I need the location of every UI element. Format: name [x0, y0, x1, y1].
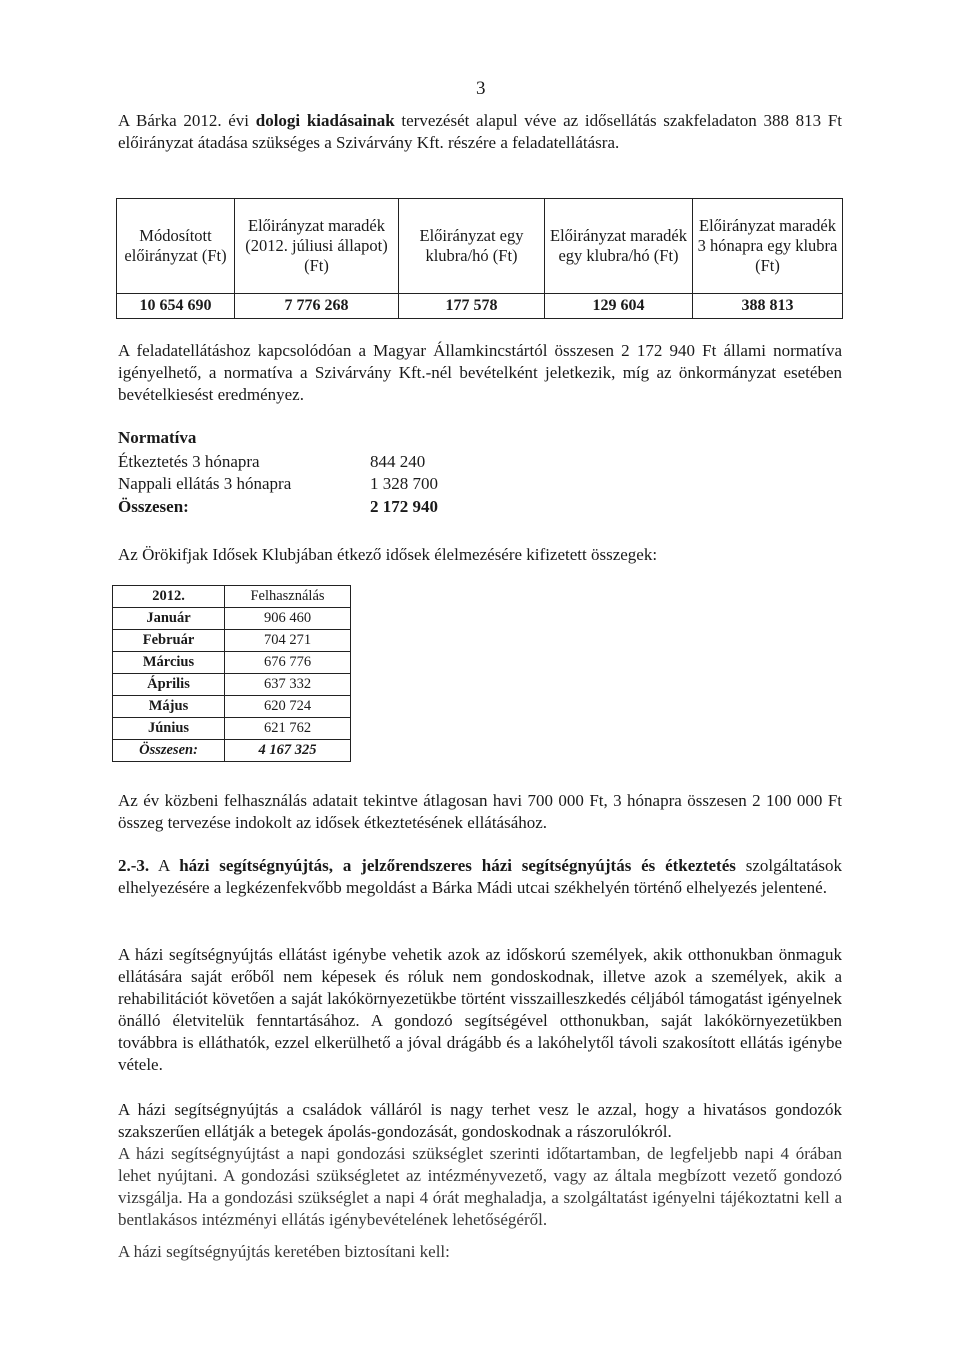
usage-row: [113, 608, 351, 630]
usage-header-label: Felhasználás: [225, 586, 351, 608]
page-number: 3: [476, 78, 486, 99]
usage-value: 704 271: [225, 630, 351, 652]
usage-month: Június: [113, 718, 225, 740]
section-text-2: szolgáltatások elhelyezésére a legkézenfekvőbb megoldást a Bárka Mádi utcai székhelyén történő elhelyezés jelentené.: [118, 856, 843, 897]
budget-table: [116, 198, 843, 319]
usage-header-row: [113, 586, 351, 608]
intro-text-1: A Bárka 2012. évi: [118, 111, 256, 130]
budget-value-row: [117, 294, 843, 319]
normativa-row: [118, 452, 425, 472]
home-care-paragraph-1: A házi segítségnyújtás ellátást igénybe vehetik azok az időskorú személyek, akik otthonukban önmaguk ellátására saját erőből nem képesek és róluk nem gondoskodnak, illetve azok a személyek, akik a rehabilitációt követően a saját lakókörnyezetükbe történt visszailleszkedés céljából támogatást igényelnek önálló életvitelük fenntartásához. A gondozó segítségével otthonukban, saját lakókörnyezetükben továbbra is elláthatók, ezzel elkerülhető a jóval drágább és a lakóhelytől távoli szakosított ellátás igénybe vétele.: [118, 945, 842, 1074]
budget-value: 129 604: [545, 294, 693, 319]
budget-header: Előirányzat maradék (2012. júliusi állapot) (Ft): [235, 199, 399, 294]
budget-value: 7 776 268: [235, 294, 399, 319]
normativa-label: Nappali ellátás 3 hónapra: [118, 474, 292, 493]
normativa-value: 844 240: [370, 452, 426, 471]
normativa-total-label: Összesen:: [118, 497, 189, 516]
normativa-label: Étkeztetés 3 hónapra: [118, 452, 260, 471]
usage-month: Május: [113, 696, 225, 718]
usage-month: Január: [113, 608, 225, 630]
usage-row: [113, 718, 351, 740]
usage-row: [113, 674, 351, 696]
intro-paragraph: [118, 110, 842, 154]
usage-summary-paragraph: Az év közbeni felhasználás adatait tekintve átlagosan havi 700 000 Ft, 3 hónapra összesen 2 100 000 Ft összeg tervezése indokolt az idősek étkeztetésének ellátásához.: [118, 791, 842, 832]
budget-header: Előirányzat egy klubra/hó (Ft): [399, 199, 545, 294]
home-care-paragraph-4: A házi segítségnyújtás keretében biztosítani kell:: [118, 1242, 450, 1261]
usage-header-year: 2012.: [113, 586, 225, 608]
budget-value: 177 578: [399, 294, 545, 319]
usage-value: 906 460: [225, 608, 351, 630]
usage-total-label: Összesen:: [113, 740, 225, 762]
usage-month: Február: [113, 630, 225, 652]
section-number: 2.-3.: [118, 856, 150, 875]
home-care-paragraph-2: A házi segítségnyújtás a családok válláról is nagy terhet vesz le azzal, hogy a hivatásos gondozók szakszerűen ellátják a betegek ápolás-gondozását, gondoskodnak a rászorulókról.: [118, 1100, 842, 1141]
intro-bold: dologi kiadásainak: [255, 111, 395, 130]
usage-value: 620 724: [225, 696, 351, 718]
intro-text-2: tervezését alapul véve az idősellátás szakfeladaton 388 813 Ft előirányzat átadása szükséges a Szivárvány Kft. részére a feladatellátásra.: [118, 111, 843, 152]
normativa-total-row: [118, 497, 438, 517]
home-care-paragraph-3: A házi segítségnyújtást a napi gondozási szükséglet szerinti időtartamban, de legfeljebb napi 4 órában lehet nyújtani. A gondozási szükségletet az intézményvezető, vagy az általa megbízott vezető gondozó vizsgálja. Ha a gondozási szükséglet a napi 4 órát meghaladja, a szolgáltatást igényelni tájékoztatni kell a bentlakásos intézményi ellátás igénybevételének lehetőségéről.: [118, 1144, 842, 1229]
normativa-title: Normatíva: [118, 428, 197, 447]
usage-value: 637 332: [225, 674, 351, 696]
usage-month: Április: [113, 674, 225, 696]
budget-header-row: [117, 199, 843, 294]
normativa-value: 1 328 700: [370, 474, 438, 493]
section-text-1: A: [149, 856, 180, 875]
budget-header: Módosított előirányzat (Ft): [117, 199, 235, 294]
usage-table: [112, 585, 351, 762]
budget-value: 10 654 690: [117, 294, 235, 319]
budget-header: Előirányzat maradék egy klubra/hó (Ft): [545, 199, 693, 294]
budget-value: 388 813: [693, 294, 843, 319]
usage-total-value: 4 167 325: [225, 740, 351, 762]
normativa-total-value: 2 172 940: [370, 497, 438, 516]
usage-intro: Az Örökifjak Idősek Klubjában étkező idősek élelmezésére kifizetett összegek:: [118, 545, 658, 564]
usage-row: [113, 696, 351, 718]
budget-header: Előirányzat maradék 3 hónapra egy klubra (Ft): [693, 199, 843, 294]
usage-row: [113, 630, 351, 652]
usage-total-row: [113, 740, 351, 762]
section-bold: házi segítségnyújtás, a jelzőrendszeres házi segítségnyújtás és étkeztetés: [179, 856, 736, 875]
usage-value: 676 776: [225, 652, 351, 674]
usage-value: 621 762: [225, 718, 351, 740]
normativa-row: [118, 474, 438, 494]
usage-month: Március: [113, 652, 225, 674]
usage-row: [113, 652, 351, 674]
state-funding-paragraph: A feladatellátáshoz kapcsolódóan a Magyar Államkincstártól összesen 2 172 940 Ft állami normatíva igényelhető, a normatíva a Szivárvány Kft.-nél bevételként jeletkezik, míg az önkormányzat esetében bevételkiesést eredményez.: [118, 341, 842, 404]
section-2-3-paragraph: [118, 855, 842, 899]
